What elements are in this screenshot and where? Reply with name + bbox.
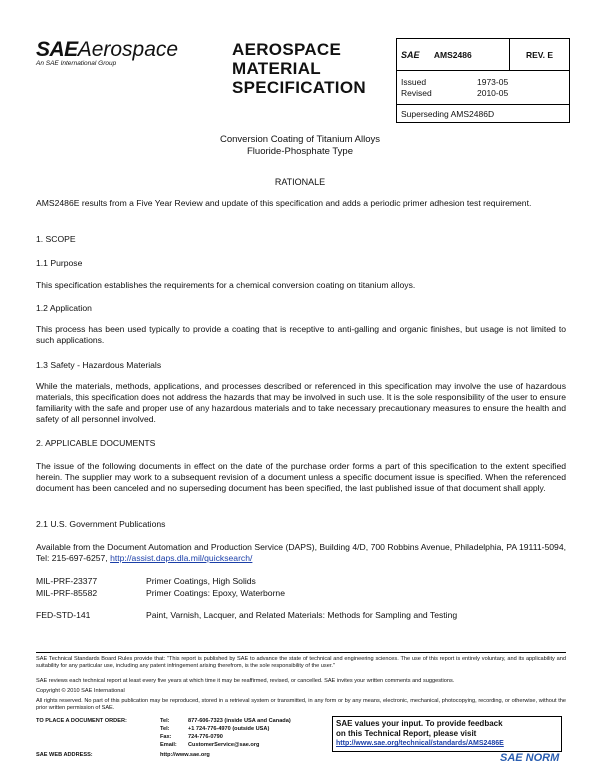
feedback-line1: SAE values your input. To provide feedback	[336, 719, 503, 728]
section-application-heading: 1.2 Application	[36, 303, 92, 313]
header-title-line: MATERIAL	[232, 59, 321, 78]
gov-publications-body: Available from the Document Automation and Production Service (DAPS), Building 4/D, 700 Robbins Avenue, Philadelphia, PA 19111-5094, Tel: 215-697-6257,	[36, 542, 566, 563]
rationale-text: AMS2486E results from a Five Year Review and update of this specification and adds a periodic primer adhesion test requirement.	[36, 198, 532, 208]
issued-label: Issued	[401, 76, 427, 87]
spec-number-cell	[397, 39, 510, 71]
section-scope-heading: 1. SCOPE	[36, 234, 76, 244]
sae-norm-logo-text: SAE NORM	[500, 752, 560, 764]
tel2-value: +1 724-776-4970 (outside USA)	[188, 726, 270, 732]
revised-date: 2010-05	[477, 87, 509, 98]
applicable-documents-text: The issue of the following documents in effect on the date of the purchase order forms a part of this specification to the extent specified herein. The supplier may work to a subsequent revision of a document unless a specific document issue is specified. When the referenced document has been canceled and no superseding document has been specified, the last published issue of that document shall apply.	[36, 461, 566, 493]
feedback-box	[332, 716, 562, 752]
footer-divider	[36, 652, 566, 653]
mini-sae-logo: SAE	[401, 49, 420, 60]
reference-code: MIL-PRF-23377	[36, 576, 98, 586]
header-title	[232, 40, 366, 97]
document-title-line1: Conversion Coating of Titanium Alloys	[220, 134, 380, 145]
email-value[interactable]: CustomerService@sae.org	[188, 742, 260, 748]
reference-title: Primer Coatings: Epoxy, Waterborne	[146, 588, 285, 598]
dates-cell	[397, 71, 570, 105]
rationale-heading: RATIONALE	[274, 177, 326, 187]
issued-date: 1973-05	[477, 76, 509, 87]
safety-text: While the materials, methods, applications, and processes described or referenced in this specification may involve the use of hazardous materials, this specification does not address the hazards that may be involved in such use. It is the sole responsibility of the user to ensure familiarity with the safe and proper use of any hazardous materials and to take necessary precautionary measures to ensure the health and safety of all personnel involved.	[36, 381, 566, 424]
reference-title: Primer Coatings, High Solids	[146, 576, 256, 586]
section-safety-heading: 1.3 Safety - Hazardous Materials	[36, 360, 162, 370]
reference-title: Paint, Varnish, Lacquer, and Related Materials: Methods for Sampling and Testing	[146, 610, 458, 620]
reference-code: MIL-PRF-85582	[36, 588, 98, 598]
order-label: TO PLACE A DOCUMENT ORDER:	[36, 718, 127, 724]
application-text: This process has been used typically to provide a coating that is receptive to anti-galling and organic finishes, but usage is not limited to such applications.	[36, 324, 566, 345]
revised-label: Revised	[401, 87, 432, 98]
assist-link[interactable]: http://assist.daps.dla.mil/quicksearch/	[110, 553, 253, 563]
reference-code: FED-STD-141	[36, 610, 91, 620]
spec-number: AMS2486	[433, 49, 472, 60]
header-title-line: AEROSPACE	[232, 40, 342, 59]
feedback-link[interactable]: http://www.sae.org/technical/standards/AMS2486E	[336, 740, 504, 747]
footer-review: SAE reviews each technical report at least every five years at which time it may be reaffirmed, revised, or cancelled. SAE invites your written comments and suggestions.	[36, 678, 455, 684]
web-address-label: SAE WEB ADDRESS:	[36, 752, 93, 758]
spec-header-box	[396, 38, 570, 123]
sae-aerospace-logo	[36, 38, 178, 62]
section-purpose-heading: 1.1 Purpose	[36, 258, 83, 268]
tel2-label: Tel:	[160, 726, 170, 732]
email-label: Email:	[160, 742, 177, 748]
revision-cell: REV. E	[510, 39, 570, 71]
gov-publications-text	[36, 542, 566, 564]
superseding-cell: Superseding AMS2486D	[397, 105, 570, 123]
feedback-line2: on this Technical Report, please visit	[336, 729, 477, 738]
logo-tagline: An SAE International Group	[36, 60, 117, 67]
document-title	[0, 134, 600, 158]
fax-label: Fax:	[160, 734, 172, 740]
footer-rights: All rights reserved. No part of this publication may be reproduced, stored in a retrieval system or transmitted, in any form or by any means, electronic, mechanical, photocopying, recording, or otherwise, without the prior written permission of SAE.	[36, 698, 566, 711]
logo-aerospace-text: Aerospace	[77, 38, 179, 61]
footer-copyright: Copyright © 2010 SAE International	[36, 688, 125, 694]
logo-sae-text: SAE	[36, 38, 78, 61]
section-applicable-documents-heading: 2. APPLICABLE DOCUMENTS	[36, 438, 156, 448]
document-title-line2: Fluoride-Phosphate Type	[247, 146, 353, 157]
section-gov-publications-heading: 2.1 U.S. Government Publications	[36, 519, 166, 529]
web-address-link[interactable]: http://www.sae.org	[160, 752, 210, 758]
purpose-text: This specification establishes the requirements for a chemical conversion coating on titanium alloys.	[36, 280, 416, 290]
footer-rules: SAE Technical Standards Board Rules provide that: "This report is published by SAE to advance the state of technical and engineering sciences. The use of this report is entirely voluntary, and its applicability and suitability for any particular use, including any patent infringement arising therefrom, is the sole responsibility of the user."	[36, 656, 566, 669]
sae-norm-logo	[500, 752, 559, 764]
tel-label: Tel:	[160, 718, 170, 724]
tel-value: 877-606-7323 (inside USA and Canada)	[188, 718, 291, 724]
header-title-line: SPECIFICATION	[232, 78, 366, 97]
fax-value: 724-776-0790	[188, 734, 223, 740]
